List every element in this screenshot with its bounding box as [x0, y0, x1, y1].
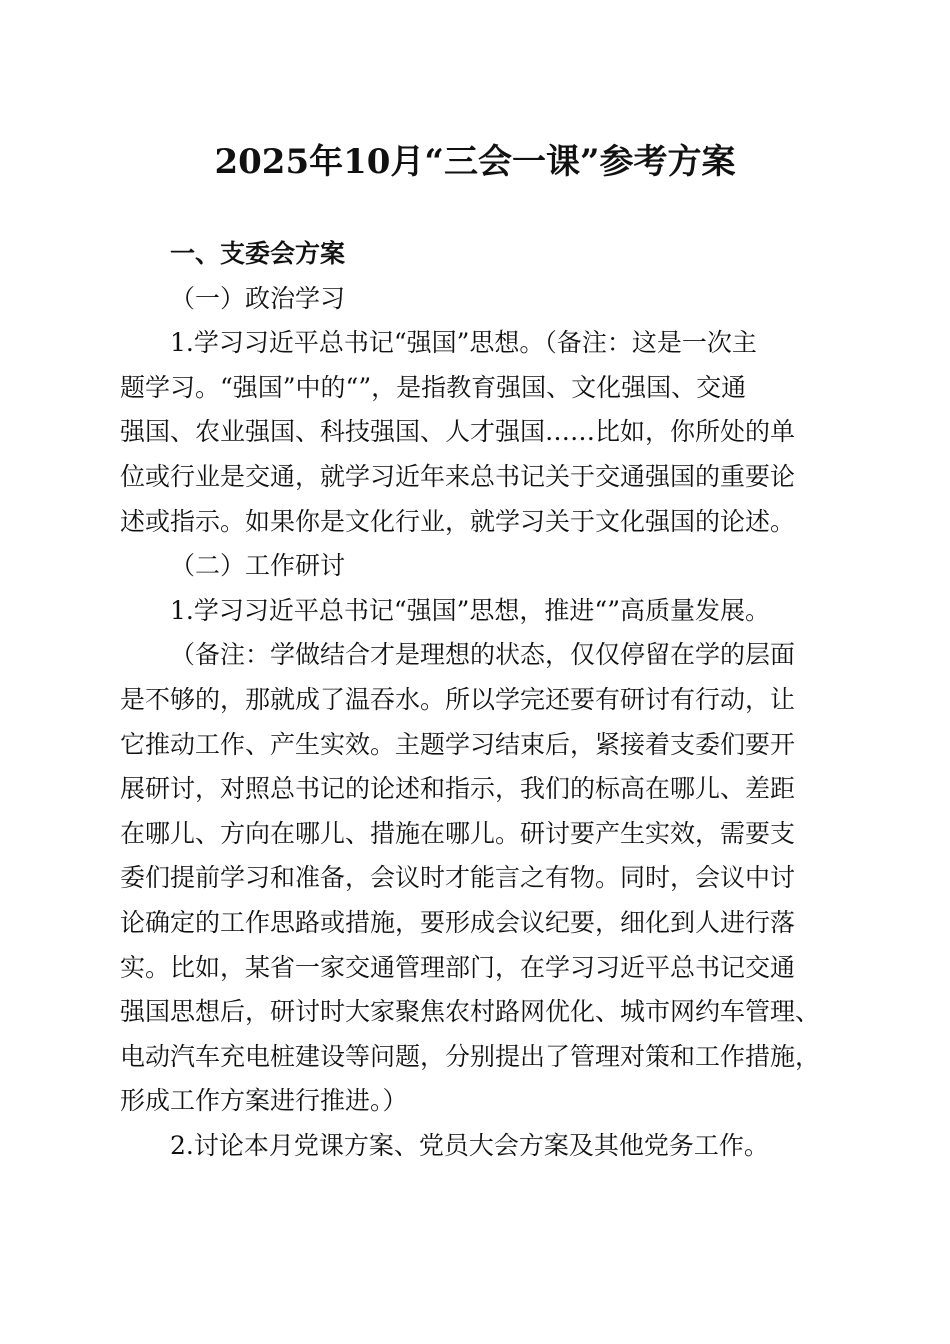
text-line: 电动汽车充电桩建设等问题，分别提出了管理对策和工作措施，: [120, 1041, 821, 1071]
text-line: 1.学习习近平总书记“强国”思想。（备注：这是一次主: [170, 328, 757, 358]
text-line: 它推动工作、产生实效。主题学习结束后，紧接着支委们要开: [120, 729, 796, 759]
text-line: 是不够的，那就成了温吞水。所以学完还要有研讨有行动，让: [120, 684, 796, 714]
text-line: 述或指示。如果你是文化行业，就学习关于文化强国的论述。: [120, 506, 796, 536]
text-line: 强国思想后，研讨时大家聚焦农村路网优化、城市网约车管理、: [120, 997, 821, 1027]
paragraph-political-study-item-1: [120, 321, 832, 544]
section-heading-branch-committee: 一、支委会方案: [170, 239, 346, 268]
text-line: 在哪儿、方向在哪儿、措施在哪儿。研讨要产生实效，需要支: [120, 818, 796, 848]
document-body: [120, 232, 832, 1168]
text-line: （备注：学做结合才是理想的状态，仅仅停留在学的层面: [170, 640, 796, 670]
text-line: 实。比如，某省一家交通管理部门，在学习习近平总书记交通: [120, 952, 796, 982]
paragraph-work-discussion-item-2: 2.讨论本月党课方案、党员大会方案及其他党务工作。: [170, 1130, 769, 1160]
text-line: 展研讨，对照总书记的论述和指示，我们的标高在哪儿、差距: [120, 774, 796, 804]
text-line: 形成工作方案进行推进。）: [120, 1086, 408, 1116]
text-line: 位或行业是交通，就学习近年来总书记关于交通强国的重要论: [120, 461, 796, 491]
text-line: 委们提前学习和准备，会议时才能言之有物。同时，会议中讨: [120, 863, 796, 893]
text-line: 强国、农业强国、科技强国、人才强国……比如，你所处的单: [120, 417, 796, 447]
text-line: 论确定的工作思路或措施，要形成会议纪要，细化到人进行落: [120, 907, 796, 937]
subsection-heading-work-discussion: （二）工作研讨: [170, 551, 346, 581]
document-title: 2025年10月“三会一课”参考方案: [214, 142, 736, 182]
paragraph-work-discussion-item-1: [120, 589, 832, 1124]
subsection-heading-political-study: （一）政治学习: [170, 283, 346, 313]
text-line: 题学习。“强国”中的“”，是指教育强国、文化强国、交通: [120, 372, 747, 402]
item-title: 1.学习习近平总书记“强国”思想，推进“”高质量发展。: [170, 595, 770, 625]
